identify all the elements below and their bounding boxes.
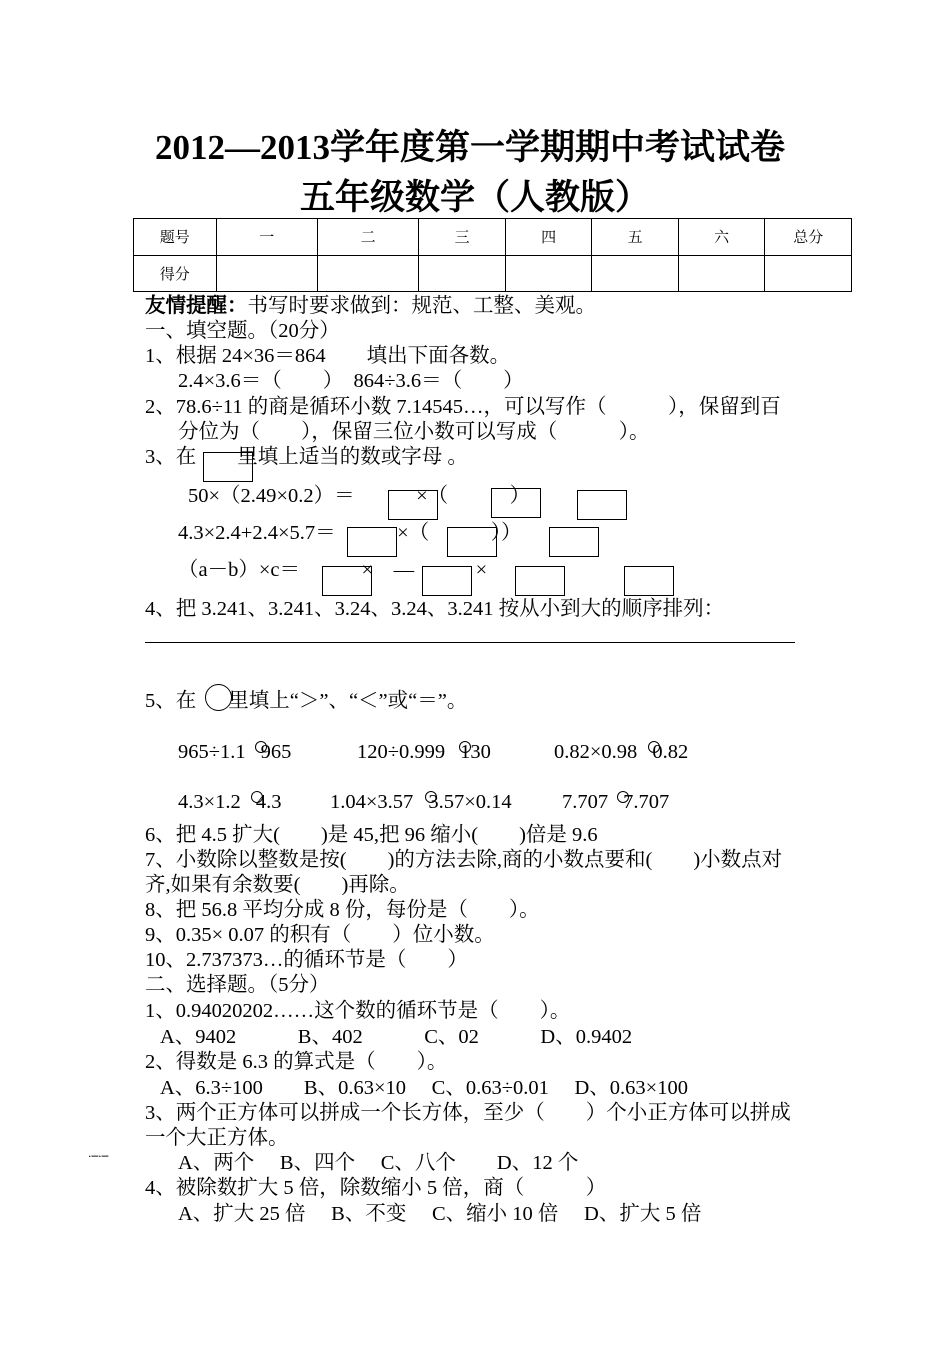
question-3: 3、在 里填上适当的数或字母 。 — [145, 446, 468, 468]
reminder-text: 书写时要求做到：规范、工整、美观。 — [247, 295, 596, 317]
choice-options-3: A、两个 B、四个 C、八个 D、12 个 — [178, 1152, 579, 1174]
answer-line[interactable] — [145, 642, 795, 643]
choice-question-2: 2、得数是 6.3 的算式是（ ）。 — [145, 1051, 448, 1073]
answer-box[interactable] — [549, 527, 599, 557]
score-input-cell[interactable] — [765, 255, 852, 292]
compare-right: 4.3 — [255, 791, 282, 813]
answer-box[interactable] — [577, 490, 627, 520]
question-2-cont: 分位为（ ），保留三位小数可以写成（ ）。 — [178, 421, 650, 443]
compare-left: 965÷1.1 — [178, 741, 246, 763]
compare-item — [178, 790, 281, 815]
score-row-label: 得分 — [134, 255, 217, 292]
score-table-score-row — [134, 255, 852, 292]
exam-subtitle: 五年级数学（人教版） — [300, 178, 651, 217]
compare-right: 7.707 — [623, 791, 670, 813]
compare-right: 3.57×0.14 — [428, 791, 512, 813]
question-3-line-1: 50×（2.49×0.2）＝ ×（ ） — [188, 485, 531, 507]
choice-options-4: A、扩大 25 倍 B、不变 C、缩小 10 倍 D、扩大 5 倍 — [178, 1203, 702, 1225]
section-2-title: 二、选择题。（5分） — [145, 974, 330, 996]
compare-item — [562, 790, 669, 815]
answer-box[interactable] — [203, 452, 253, 482]
score-cell: 题号 — [134, 219, 217, 256]
compare-circle[interactable] — [255, 741, 267, 753]
score-cell: 一 — [216, 219, 317, 256]
answer-box[interactable] — [624, 566, 674, 596]
question-3-line-3: （a－b）×c＝ × — × — [178, 559, 488, 581]
question-10: 10、2.737373…的循环节是（ ） — [145, 949, 468, 971]
exam-title: 2012—2013学年度第一学期期中考试试卷 — [155, 128, 786, 167]
score-input-cell[interactable] — [317, 255, 418, 292]
compare-right: 0.82 — [652, 741, 689, 763]
question-9: 9、0.35× 0.07 的积有（ ）位小数。 — [145, 924, 495, 946]
compare-circle[interactable] — [251, 791, 263, 803]
compare-item — [554, 740, 688, 765]
score-cell: 三 — [419, 219, 506, 256]
answer-box[interactable] — [422, 566, 472, 596]
section-1-title: 一、填空题。（20分） — [145, 320, 340, 342]
question-1: 1、根据 24×36＝864 填出下面各数。 — [145, 345, 511, 367]
score-cell: 四 — [505, 219, 592, 256]
score-cell: 五 — [592, 219, 679, 256]
compare-left: 7.707 — [562, 791, 609, 813]
question-3-line-2: 4.3×2.4+2.4×5.7＝ ×（ ）） — [178, 522, 522, 544]
answer-box[interactable] — [388, 490, 438, 520]
reminder-line — [145, 294, 596, 319]
question-4: 4、把 3.241、3.241、3.24、3.24、3.241 按从小到大的顺序排列： — [145, 598, 725, 620]
score-input-cell[interactable] — [678, 255, 765, 292]
answer-box[interactable] — [491, 488, 541, 518]
score-cell: 二 — [317, 219, 418, 256]
compare-circle[interactable] — [617, 791, 629, 803]
score-table — [133, 218, 852, 292]
compare-left: 4.3×1.2 — [178, 791, 241, 813]
compare-circle[interactable] — [459, 741, 471, 753]
score-cell: 六 — [678, 219, 765, 256]
choice-question-1: 1、0.94020202……这个数的循环节是（ ）。 — [145, 1000, 571, 1022]
question-2: 2、78.6÷11 的商是循环小数 7.14545…，可以写作（ ），保留到百 — [145, 396, 781, 418]
compare-left: 1.04×3.57 — [330, 791, 414, 813]
circle-icon — [205, 684, 232, 711]
compare-item — [357, 740, 491, 765]
choice-options-1: A、9402 B、402 C、02 D、0.9402 — [160, 1026, 633, 1048]
choice-question-3-cont: 一个大正方体。 — [145, 1127, 289, 1149]
compare-right: 130 — [460, 741, 491, 763]
score-input-cell[interactable] — [419, 255, 506, 292]
question-5-prefix: 5、在 — [145, 690, 197, 712]
margin-mark: ·─·─ — [88, 1150, 109, 1163]
answer-box[interactable] — [447, 527, 497, 557]
reminder-label: 友情提醒： — [145, 295, 248, 317]
score-input-cell[interactable] — [505, 255, 592, 292]
question-5 — [145, 689, 467, 714]
compare-circle[interactable] — [648, 741, 660, 753]
answer-box[interactable] — [515, 566, 565, 596]
compare-right: 965 — [260, 741, 292, 763]
compare-left: 120÷0.999 — [357, 741, 446, 763]
compare-item — [330, 790, 512, 815]
answer-box[interactable] — [322, 566, 372, 596]
question-7-cont: 齐,如果有余数要( )再除。 — [145, 874, 410, 896]
compare-left: 0.82×0.98 — [554, 741, 638, 763]
choice-options-2: A、6.3÷100 B、0.63×10 C、0.63÷0.01 D、0.63×100 — [160, 1077, 688, 1099]
score-input-cell[interactable] — [592, 255, 679, 292]
question-6: 6、把 4.5 扩大( )是 45,把 96 缩小( )倍是 9.6 — [145, 824, 598, 846]
choice-question-3: 3、两个正方体可以拼成一个长方体，至少（ ）个小正方体可以拼成 — [145, 1102, 791, 1124]
compare-circle[interactable] — [425, 791, 437, 803]
score-cell: 总分 — [765, 219, 852, 256]
question-5-suffix: 里填上“＞”、“＜”或“＝”。 — [228, 690, 468, 712]
question-7: 7、小数除以整数是按( )的方法去除,商的小数点要和( )小数点对 — [145, 849, 783, 871]
question-8: 8、把 56.8 平均分成 8 份，每份是（ ）。 — [145, 899, 540, 921]
answer-box[interactable] — [347, 527, 397, 557]
compare-item — [178, 740, 291, 765]
score-table-header-row — [134, 219, 852, 256]
choice-question-4: 4、被除数扩大 5 倍，除数缩小 5 倍，商（ ） — [145, 1177, 607, 1199]
score-input-cell[interactable] — [216, 255, 317, 292]
question-1-blanks: 2.4×3.6＝（ ） 864÷3.6＝（ ） — [178, 370, 524, 392]
